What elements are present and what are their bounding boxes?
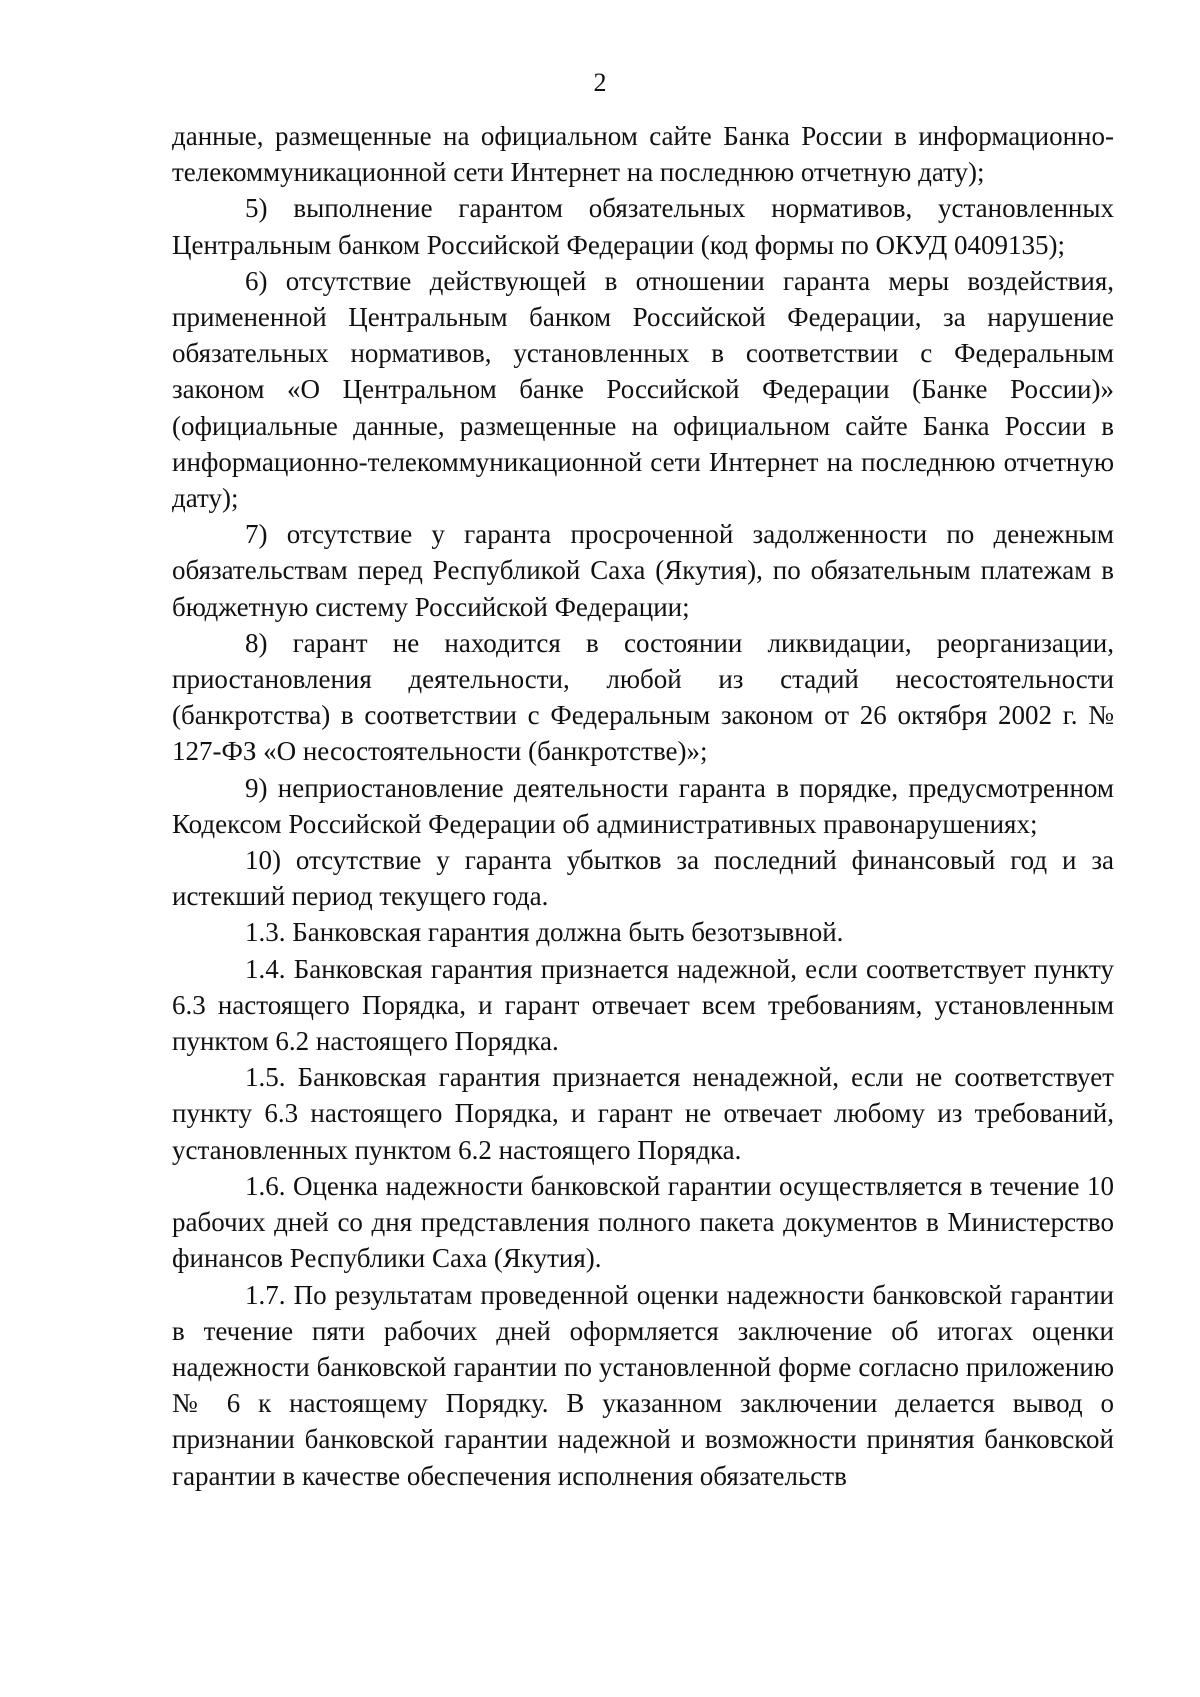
paragraph-1-3: 1.3. Банковская гарантия должна быть безотзывной.: [245, 917, 844, 948]
paragraph-1-7: 1.7. По результатам проведенной оценки надежности банковской гарантии в течение пяти рабочих дней оформляется заключение об итогах оценки надежности банковской гарантии по установленной форме согласно приложению № 6 к настоящему Порядку. В указанном заключении делается вывод о признании банковской гарантии надежной и возможности принятия банковской гарантии в качестве обеспечения исполнения обязательств: [172, 1279, 1114, 1491]
paragraph-1-6: 1.6. Оценка надежности банковской гарантии осуществляется в течение 10 рабочих дней со дня представления полного пакета документов в Министерство финансов Республики Саха (Якутия).: [172, 1170, 1114, 1274]
paragraph-item-9: 9) неприостановление деятельности гаранта в порядке, предусмотренном Кодексом Российской Федерации об административных правонарушениях;: [172, 772, 1114, 839]
paragraph-item-5: 5) выполнение гарантом обязательных нормативов, установленных Центральным банком Российской Федерации (код формы по ОКУД 0409135);: [172, 193, 1114, 260]
paragraph-item-6: 6) отсутствие действующей в отношении гаранта меры воздействия, примененной Центральным банком Российской Федерации, за нарушение обязательных нормативов, установленных в соответствии с Федеральным законом «О Центральном банке Российской Федерации (Банке России)» (официальные данные, размещенные на официальном сайте Банка России в информационно-телекоммуникационной сети Интернет на последнюю отчетную дату);: [172, 265, 1114, 514]
paragraph-item-10: 10) отсутствие у гаранта убытков за последний финансовый год и за истекший период текущего года.: [172, 845, 1114, 912]
paragraph-1-5: 1.5. Банковская гарантия признается ненадежной, если не соответствует пункту 6.3 настоящего Порядка, и гарант не отвечает любому из требований, установленных пунктом 6.2 настоящего Порядка.: [172, 1062, 1114, 1165]
page-number: 2: [593, 68, 607, 97]
paragraph-continuation: данные, размещенные на официальном сайте Банка России в информационно-телекоммуникационной сети Интернет на последнюю отчетную дату);: [172, 121, 1114, 188]
body-text: [172, 118, 1114, 1494]
paragraph-item-8: 8) гарант не находится в состоянии ликвидации, реорганизации, приостановления деятельности, любой из стадий несостоятельности (банкротства) в соответствии с Федеральным законом от 26 октября 2002 г. № 127-ФЗ «О несостоятельности (банкротстве)»;: [172, 627, 1114, 767]
paragraph-item-7: 7) отсутствие у гаранта просроченной задолженности по денежным обязательствам перед Республикой Саха (Якутия), по обязательным платежам в бюджетную систему Российской Федерации;: [172, 519, 1114, 622]
paragraph-1-4: 1.4. Банковская гарантия признается надежной, если соответствует пункту 6.3 настоящего Порядка, и гарант отвечает всем требованиям, установленным пунктом 6.2 настоящего Порядка.: [172, 953, 1114, 1057]
